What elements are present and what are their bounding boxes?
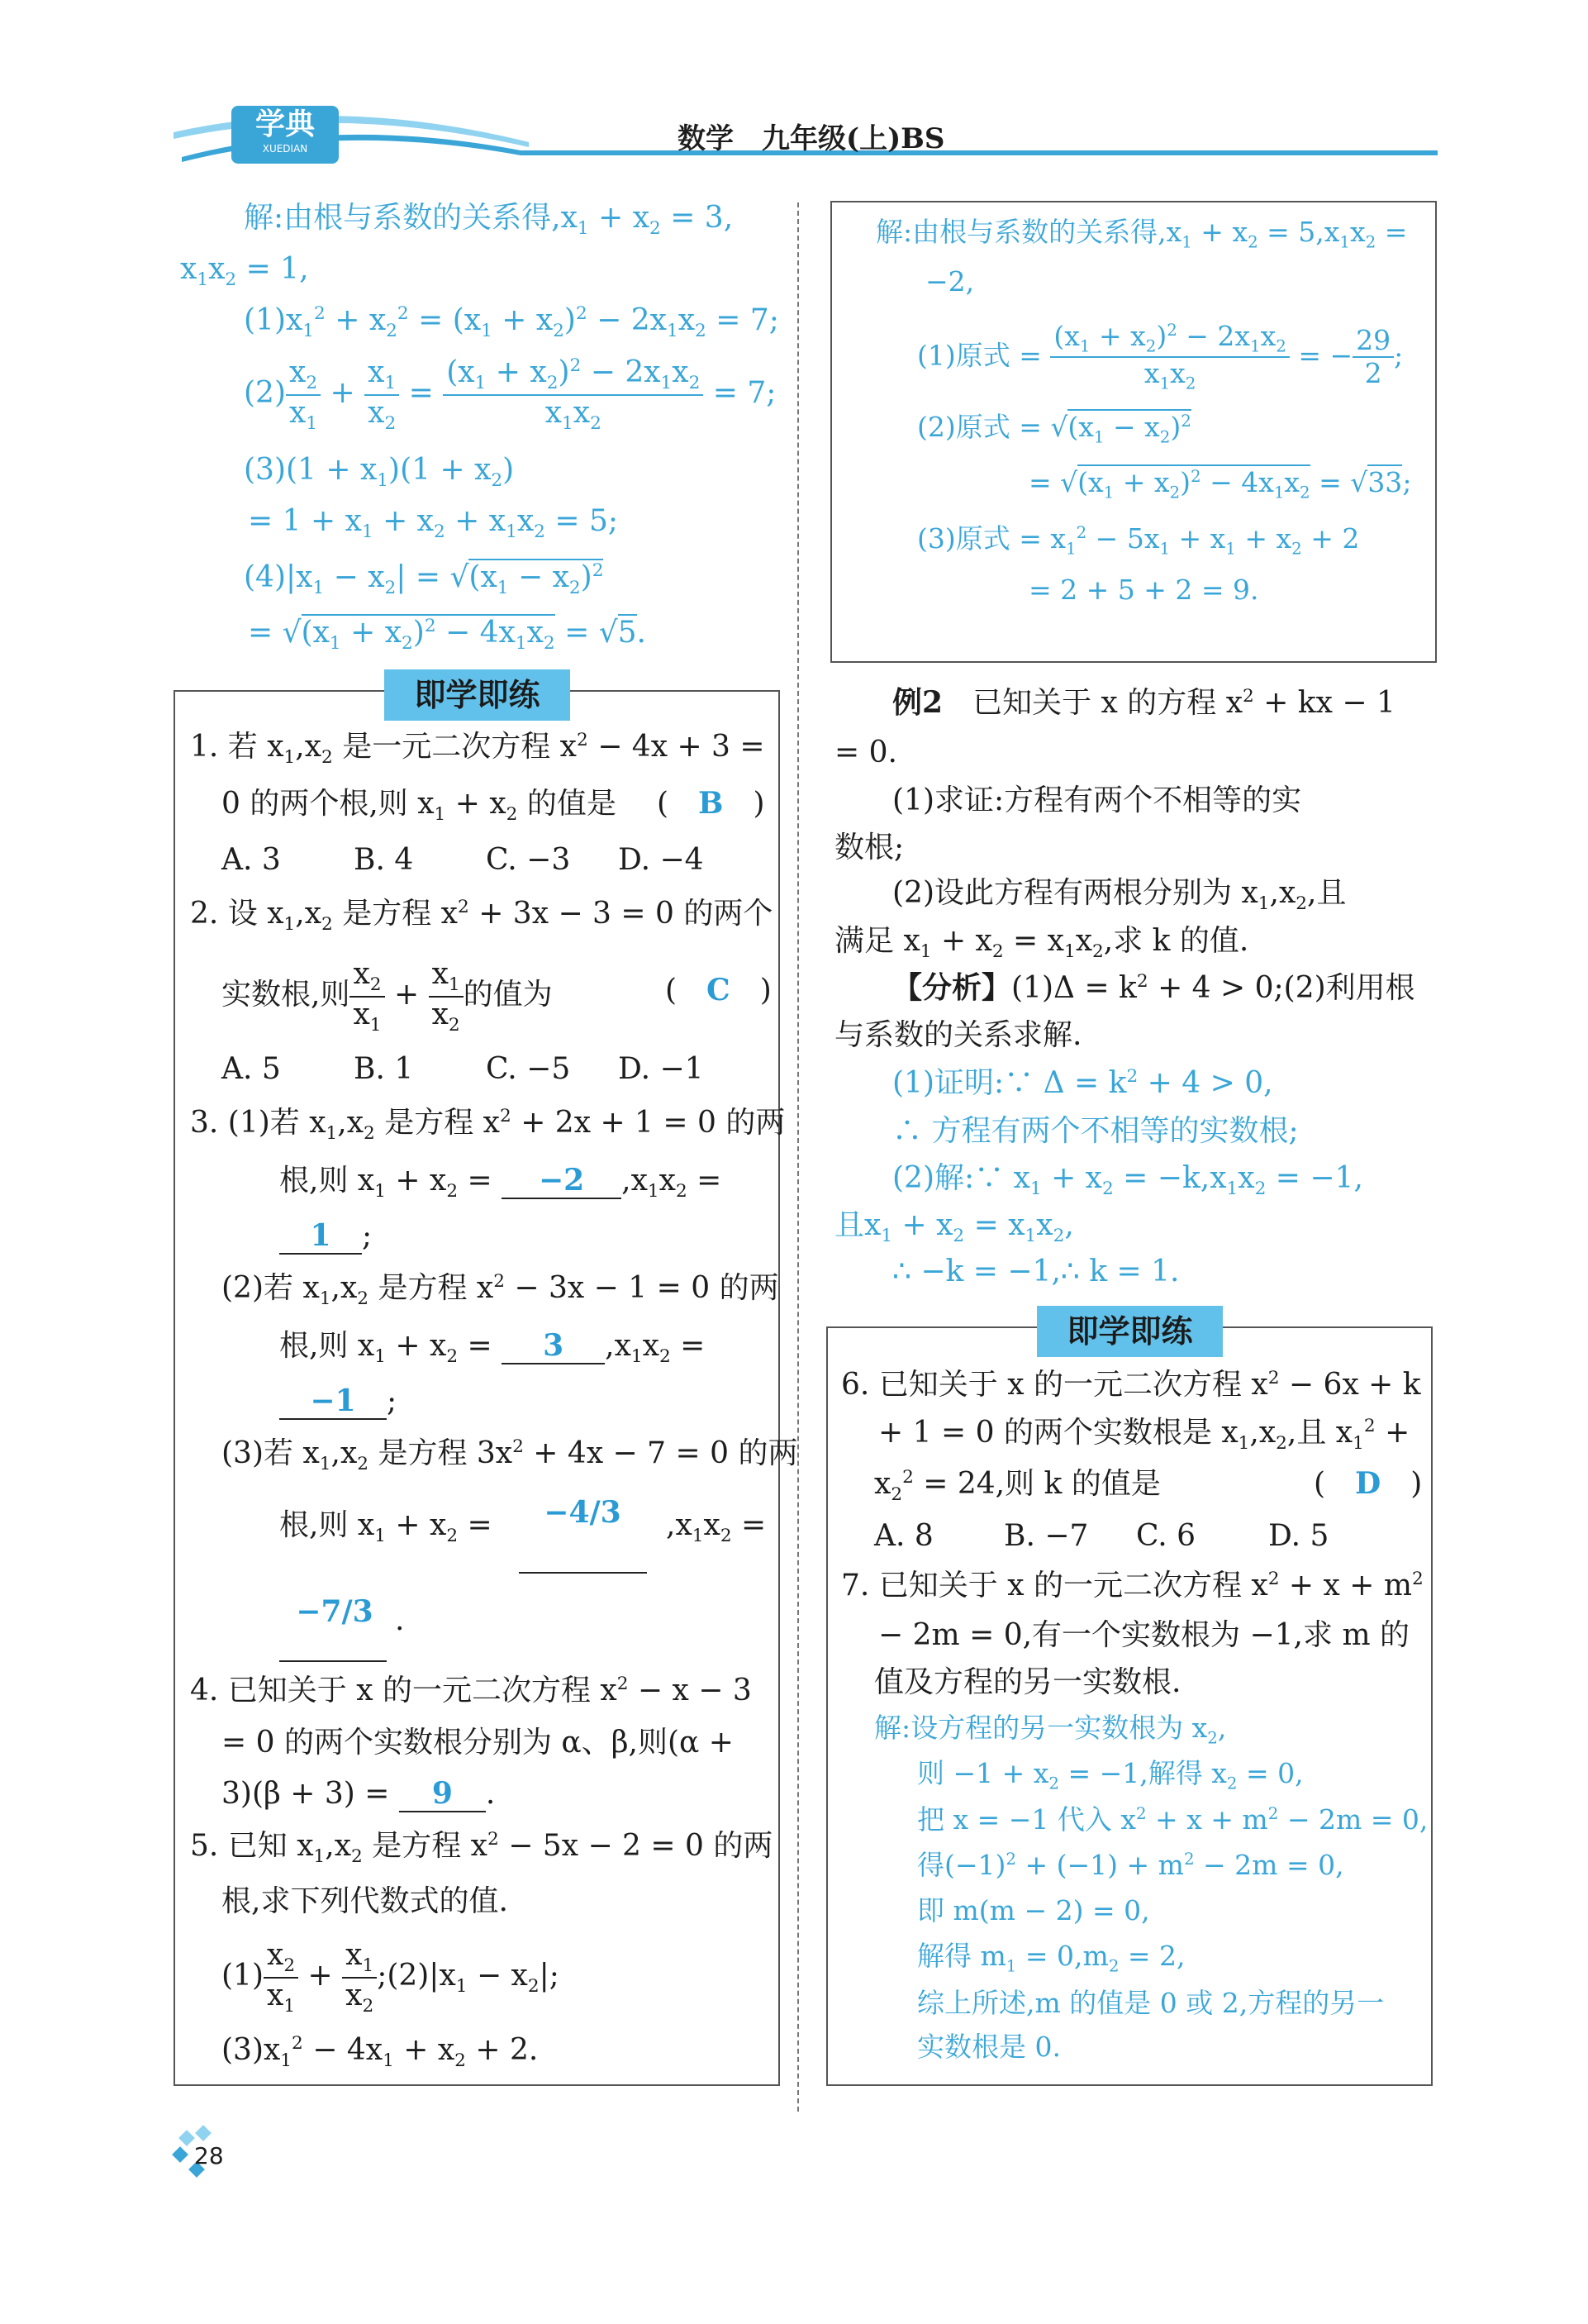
q7-solution-2: 则 $-1 + x_2 = -1$,解得 $x_2 = 0$, [917, 1757, 1304, 1793]
example-2-line-1: 例2 已知关于 x 的方程 $x^2$ + kx − 1 [892, 685, 1395, 720]
left-solution-line-1: 解:由根与系数的关系得$,x_1 + x_2 = 3$, [244, 201, 734, 240]
q6-line-2: + 1 = 0 的两个实数根是 $x_1,x_2$,且 $x_1^2$ + [878, 1416, 1410, 1455]
q3-2-line-3: −1 ; [279, 1384, 397, 1420]
q3-1-sum-answer: −2 [502, 1164, 621, 1199]
q1-option-d: D. −4 [618, 843, 704, 877]
q7-solution-7: 综上所述,m 的值是 0 或 2,方程的另一 [917, 1987, 1385, 2019]
q3-2-product-answer: −1 [279, 1384, 387, 1420]
box-line-7: = 2 + 5 + 2 = 9. [1029, 574, 1259, 606]
q6-line-3: $x_2^2 = 24$,则 k 的值是 [874, 1467, 1161, 1506]
q3-1-product-answer: 1 [279, 1219, 362, 1255]
q4-line-1: 4. 已知关于 x 的一元二次方程 $x^2 - x - 3$ [190, 1674, 752, 1707]
q6-answer-bracket: ( D ) [1314, 1466, 1423, 1501]
example-2-line-6: 满足 $x_1 + x_2 = x_1x_2$,求 k 的值. [834, 924, 1249, 963]
q1-answer-bracket: ( B ) [657, 786, 765, 821]
q5-line-3: (1) $\frac{x_2}{x_1}$ + $\frac{x_1}{x_2}$ $;(2)|x_1 - x_2|$; [221, 1938, 559, 2017]
q3-3-product-answer: −7/3 [296, 1594, 373, 1629]
q2-option-c: C. −5 [486, 1052, 571, 1086]
box-line-6: (3)原式 = $x_1^2 - 5x_1 + x_1 + x_2 + 2$ [917, 522, 1360, 559]
q1-line-1: 1. 若 $x_1,x_2$ 是一元二次方程 $x^2 - 4x + 3$ = [190, 730, 765, 769]
q7-solution-6: 解得 $m_1 = 0,m_2 = 2$, [917, 1940, 1186, 1976]
box-line-5: = $√(x_1 + x_2)^2 - 4x_1x_2 = √33$; [1029, 466, 1412, 502]
q1-option-c: C. −3 [486, 843, 571, 877]
q2-line-2: 实数根,则 $\frac{x_2}{x_1}$ + $\frac{x_1}{x_2}$ 的值为 [221, 957, 553, 1036]
q1-line-2: 0 的两个根,则 $x_1 + x_2$ 的值是 [221, 787, 616, 826]
right-practice-title: 即学即练 [1037, 1306, 1223, 1357]
example-2-line-5: (2)设此方程有两根分别为 $x_1,x_2$,且 [892, 876, 1347, 915]
q7-solution-4: 得$(-1)^2 + (-1) + m^2 - 2m = 0$, [917, 1849, 1344, 1881]
q7-line-1: 7. 已知关于 x 的一元二次方程 $x^2 + x + m^2$ [841, 1569, 1424, 1603]
q7-line-2: − 2m = 0,有一个实数根为 −1,求 m 的 [878, 1618, 1410, 1652]
q6-option-b: B. −7 [1004, 1519, 1089, 1553]
q7-line-3: 值及方程的另一实数根. [874, 1665, 1181, 1699]
example-2-line-3: (1)求证:方程有两个不相等的实 [892, 783, 1302, 817]
q3-2-sum-answer: 3 [502, 1329, 605, 1364]
q6-option-d: D. 5 [1268, 1519, 1329, 1553]
box-line-4: (2)原式 = $√(x_1 - x_2)^2$ [917, 411, 1191, 447]
box-line-3: (1)原式 = $\frac{(x_1 + x_2)^2 - 2x_1x_2}{x_1x_2}$ = − $\frac{29}{2}$ ; [917, 320, 1404, 393]
logo-en: XUEDIAN [262, 143, 308, 155]
q3-2-line-1: (2)若 $x_1,x_2$ 是方程 $x^2 - 3x - 1 = 0$ 的两 [221, 1271, 779, 1310]
q7-solution-3: 把 x = −1 代入 $x^2 + x + m^2 - 2m = 0$, [917, 1803, 1429, 1836]
q2-line-1: 2. 设 $x_1,x_2$ 是方程 $x^2 + 3x - 3 = 0$ 的两个 [190, 897, 773, 936]
box-line-2: −2, [925, 265, 975, 298]
left-solution-line-6: = $1 + x_1 + x_2 + x_1x_2 = 5$; [248, 504, 618, 543]
q1-option-b: B. 4 [354, 843, 414, 877]
q2-option-b: B. 1 [354, 1052, 414, 1086]
left-practice-title: 即学即练 [384, 669, 570, 721]
example-2-line-2: = 0. [834, 736, 897, 769]
q3-3-product-label: $,x_1x_2$ = [666, 1508, 767, 1547]
q4-line-3: 3)(β + 3) = 9 . [221, 1777, 495, 1812]
q3-3-line-2: 根,则 $x_1 + x_2$ = [279, 1508, 492, 1547]
q3-3-sum-answer: −4/3 [544, 1495, 621, 1530]
page-number: 28 [194, 2142, 224, 2169]
q7-solution-1: 解:设方程的另一实数根为 $x_2$, [874, 1712, 1227, 1748]
q7-solution-8: 实数根是 0. [917, 2031, 1061, 2063]
q6-option-c: C. 6 [1136, 1519, 1196, 1553]
page-header [174, 99, 1438, 174]
column-divider [797, 202, 799, 2112]
q4-line-2: = 0 的两个实数根分别为 α、β,则(α + [221, 1726, 734, 1760]
q6-option-a: A. 8 [874, 1519, 934, 1553]
left-solution-line-2: $x_1x_2 = 1$, [180, 252, 309, 291]
example-solution-2: ∴ 方程有两个不相等的实数根; [892, 1114, 1299, 1148]
example-solution-1: (1)证明:∵ $\Delta = k^2 + 4 > 0$, [892, 1066, 1273, 1100]
example-solution-4: 且$x_1 + x_2 = x_1x_2$, [834, 1208, 1074, 1247]
q2-option-d: D. −1 [618, 1052, 704, 1086]
q3-1-line-1: 3. (1)若 $x_1,x_2$ 是方程 $x^2 + 2x + 1 = 0$ 的两 [190, 1106, 786, 1145]
q5-line-4: $(3)x_1^2 - 4x_1 + x_2 + 2$. [221, 2033, 539, 2072]
box-line-1: 解:由根与系数的关系得$,x_1 + x_2 = 5,x_1x_2$ = [876, 216, 1408, 252]
q1-option-a: A. 3 [221, 843, 281, 877]
q3-3-period: . [395, 1603, 405, 1637]
q2-answer: C [706, 973, 730, 1007]
q3-2-line-2: 根,则 $x_1 + x_2 = 3$ $,x_1x_2$ = [279, 1328, 706, 1368]
q2-answer-bracket: ( C ) [665, 973, 772, 1007]
q6-answer: D [1355, 1466, 1381, 1501]
analysis-line-1: 【分析】$(1)\Delta = k^2 + 4$ > 0;(2)利用根 [892, 970, 1415, 1005]
logo-cn: 学典 [254, 107, 315, 141]
example-solution-3: (2)解:∵ $x_1 + x_2 = -k,x_1x_2 = -1$, [892, 1161, 1363, 1200]
q5-line-1: 5. 已知 $x_1,x_2$ 是方程 $x^2 - 5x - 2 = 0$ 的两 [190, 1829, 773, 1868]
example-solution-5: ∴ −k = −1,∴ k = 1. [892, 1255, 1180, 1288]
q5-line-2: 根,求下列代数式的值. [221, 1884, 508, 1918]
example-2-line-4: 数根; [834, 831, 905, 864]
logo [231, 106, 339, 164]
left-solution-line-7: $(4)|x_1 - x_2| = √(x_1 - x_2)^2$ [244, 560, 604, 599]
left-solution-line-4: (2) $\frac{x_2}{x_1}$ + $\frac{x_1}{x_2}$ = $\frac{(x_1 + x_2)^2 - 2x_1x_2}{x_1x_2}$ = 7; [244, 355, 777, 435]
q6-line-1: 6. 已知关于 x 的一元二次方程 $x^2 - 6x + k$ [841, 1368, 1421, 1402]
q1-answer: B [698, 786, 724, 821]
q7-solution-5: 即 m(m − 2) = 0, [917, 1894, 1150, 1926]
left-solution-line-3: $(1)x_1^2 + x_2^2 = (x_1 + x_2)^2 - 2x_1x_2 = 7$; [244, 303, 779, 342]
left-solution-line-8: = $√(x_1 + x_2)^2 - 4x_1x_2 = √5$. [248, 616, 646, 655]
q3-1-line-2: 根,则 $x_1 + x_2 = -2$ $,x_1x_2$ = [279, 1163, 722, 1202]
subject-label: 数学 九年级(上)BS [678, 122, 945, 155]
q3-3-line-1: (3)若 $x_1,x_2$ 是方程 $3x^2 + 4x - 7 = 0$ 的两 [221, 1436, 798, 1475]
q3-1-line-3: 1 ; [279, 1219, 372, 1255]
left-solution-line-5: $(3)(1 + x_1)(1 + x_2)$ [244, 453, 515, 492]
q2-option-a: A. 5 [221, 1052, 281, 1086]
analysis-line-2: 与系数的关系求解. [834, 1018, 1082, 1052]
q4-answer: 9 [399, 1777, 486, 1812]
